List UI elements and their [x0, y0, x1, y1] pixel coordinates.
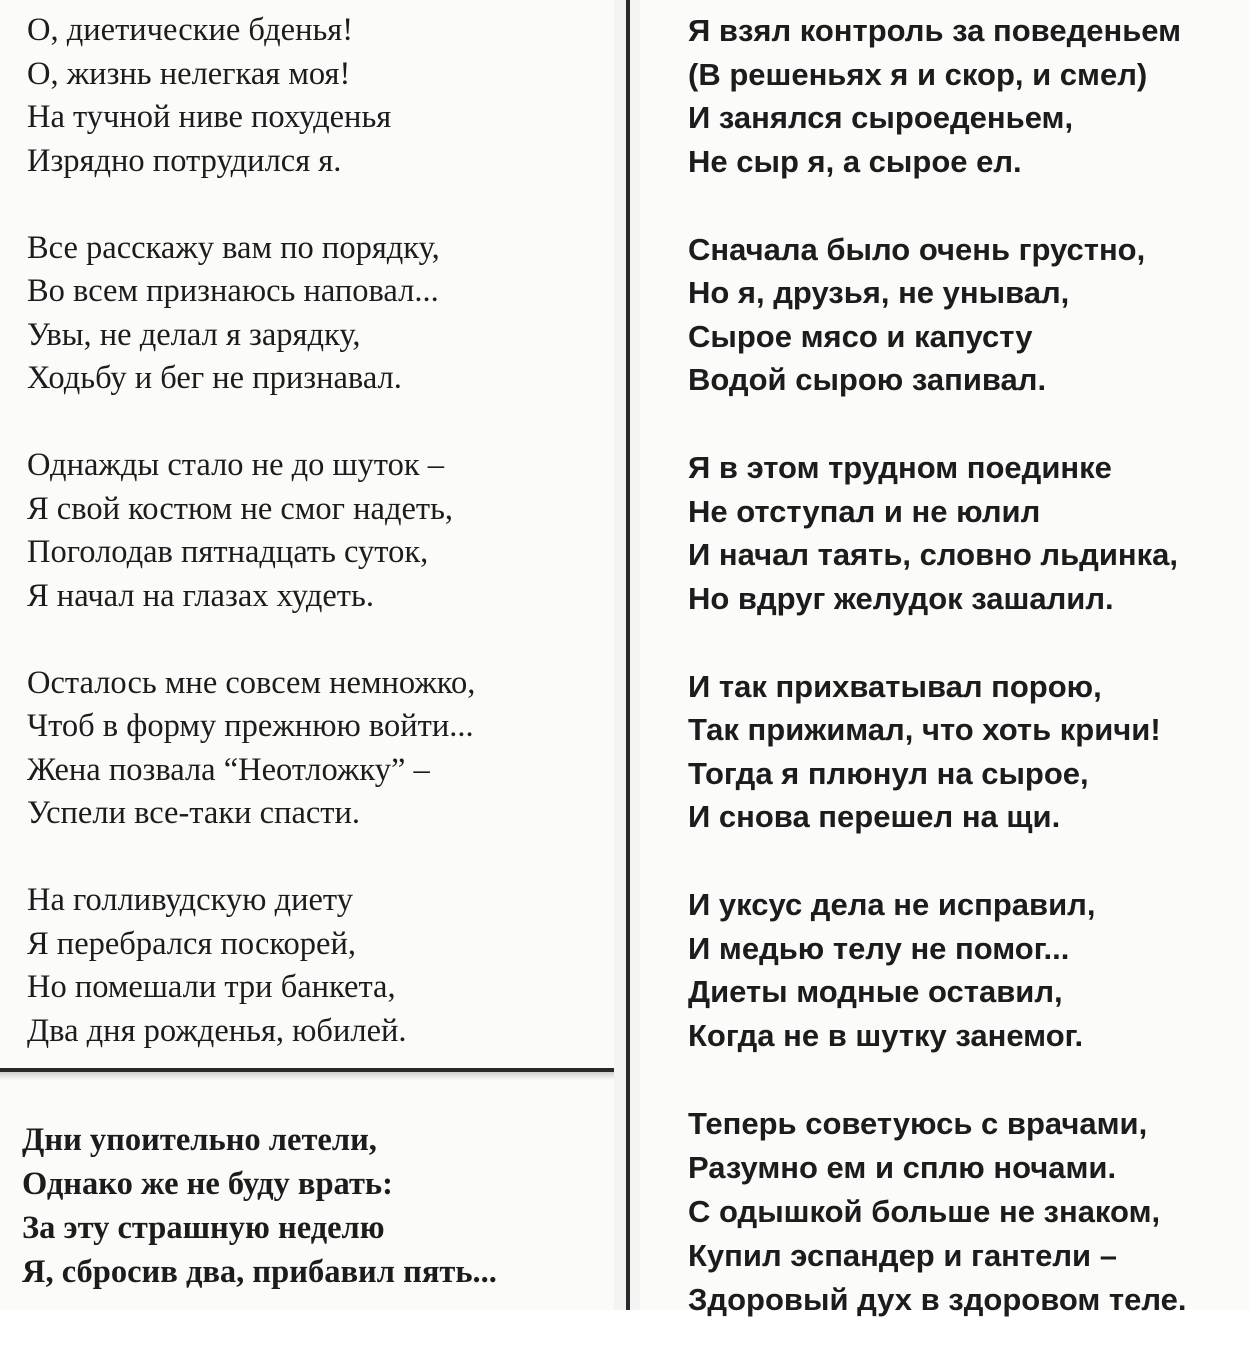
poem-line: Чтоб в форму прежнюю войти...	[27, 708, 474, 744]
poem-line: Сначала было очень грустно,	[688, 231, 1146, 267]
poem-line: Но я, друзья, не унывал,	[688, 275, 1070, 310]
poem-line: И занялся сыроеденьем,	[688, 100, 1074, 135]
poem-line: Поголодав пятнадцать суток,	[27, 534, 429, 570]
poem-line: Однако же не буду врать:	[22, 1166, 393, 1202]
poem-line: Я взял контроль за поведеньем	[688, 13, 1182, 48]
poem-line: Изрядно потрудился я.	[27, 142, 342, 179]
poem-line: Разумно ем и сплю ночами.	[688, 1149, 1117, 1185]
poem-line: Осталось мне совсем немножко,	[27, 664, 476, 701]
poem-line: Тогда я плюнул на сырое,	[688, 755, 1089, 791]
poem-line: Ходьбу и бег не признавал.	[27, 360, 402, 396]
poem-line: Здоровый дух в здоровом теле.	[688, 1281, 1187, 1317]
poem-line: Не отступал и не юлил	[688, 493, 1041, 529]
poem-line: И начал таять, словно льдинка,	[688, 537, 1178, 572]
poem-line: Диеты модные оставил,	[688, 974, 1063, 1009]
poem-column-left-bottom	[22, 1118, 497, 1338]
stanza	[27, 662, 475, 836]
stanza	[688, 1102, 1186, 1322]
stanza	[688, 228, 1186, 402]
stanza	[27, 227, 475, 401]
poem-line: Успели все-таки спасти.	[27, 795, 361, 831]
poem-line: Я перебрался поскорей,	[27, 925, 356, 962]
stanza	[688, 446, 1186, 620]
poem-line: На тучной ниве похуденья	[27, 99, 392, 135]
stanza	[688, 9, 1186, 183]
stanza	[688, 883, 1186, 1057]
stanza	[688, 665, 1186, 839]
poem-line: Когда не в шутку занемог.	[688, 1017, 1084, 1053]
poem-line: О, жизнь нелегкая моя!	[27, 55, 351, 92]
poem-line: Во всем признаюсь наповал...	[27, 273, 439, 309]
stanza	[27, 879, 475, 1053]
poem-line: Но вдруг желудок зашалил.	[688, 580, 1114, 616]
poem-line: Дни упоительно летели,	[22, 1122, 377, 1158]
poem-line: На голливудскую диету	[27, 882, 353, 918]
poem-line: Жена позвала “Неотложку” –	[27, 751, 430, 788]
poem-line: Все расскажу вам по порядку,	[27, 229, 440, 266]
poem-line: Сырое мясо и капусту	[688, 318, 1033, 354]
poem-line: С одышкой больше не знаком,	[688, 1193, 1161, 1229]
poem-line: (В решеньях я и скор, и смел)	[688, 56, 1148, 92]
poem-line: Я свой костюм не смог надеть,	[27, 490, 454, 527]
poem-line: За эту страшную неделю	[22, 1210, 385, 1246]
clipping-edge-vertical	[626, 0, 630, 1310]
poem-line: Не сыр я, а сырое ел.	[688, 143, 1022, 179]
poem-column-left	[27, 9, 475, 1097]
poem-line: И снова перешел на щи.	[688, 799, 1061, 834]
poem-column-right	[688, 9, 1186, 1366]
stanza	[27, 9, 475, 183]
stanza	[22, 1118, 497, 1294]
poem-line: Так прижимал, что хоть кричи!	[688, 712, 1161, 747]
poem-line: Я в этом трудном поединке	[688, 450, 1112, 485]
poem-line: Два дня рожденья, юбилей.	[27, 1012, 407, 1049]
poem-line: Водой сырою запивал.	[688, 362, 1047, 397]
poem-line: Однажды стало не до шуток –	[27, 447, 444, 483]
poem-line: И уксус дела не исправил,	[688, 887, 1096, 922]
poem-line: О, диетические бденья!	[27, 12, 354, 48]
poem-line: Купил эспандер и гантели –	[688, 1237, 1117, 1273]
poem-line: Я начал на глазах худеть.	[27, 577, 374, 614]
poem-line: Увы, не делал я зарядку,	[27, 316, 361, 353]
poem-line: И так прихватывал порою,	[688, 668, 1102, 704]
poem-line: И медью телу не помог...	[688, 930, 1070, 966]
poem-line: Теперь советуюсь с врачами,	[688, 1105, 1148, 1141]
poem-line: Но помешали три банкета,	[27, 969, 396, 1005]
stanza	[27, 444, 475, 618]
poem-line: Я, сбросив два, прибавил пять...	[22, 1254, 497, 1290]
